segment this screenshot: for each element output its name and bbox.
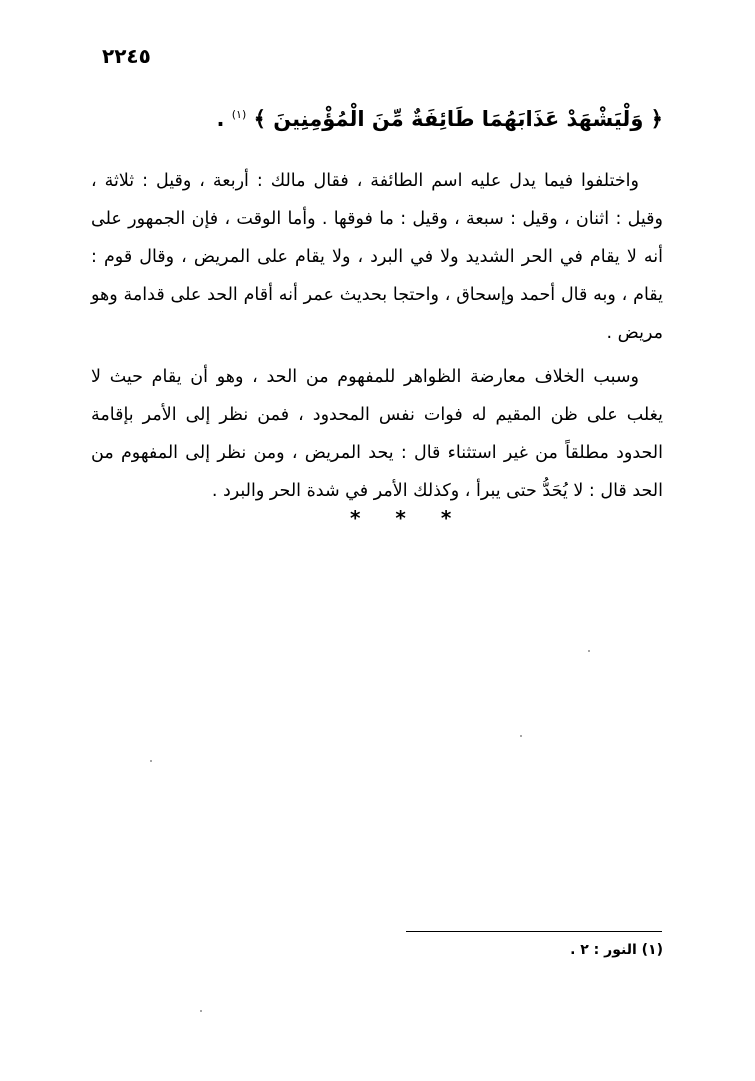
verse-footnote-ref[interactable]: (١) [231, 108, 247, 121]
paragraph-disagreement: واختلفوا فيما يدل عليه اسم الطائفة ، فقال مالك : أربعة ، وقيل : ثلاثة ، وقيل : اثنان ، وقيل : سبعة ، وقيل : ما فوقها . وأما الوقت ، فإن الجمهور على أنه لا يقام في الحر الشديد ولا في البرد ، ولا يقام على المريض ، وقال قوم : يقام ، وبه قال أحمد وإسحاق ، واحتجا بحديث عمر أنه أقام الحد على قدامة وهو مريض . [91, 170, 663, 343]
scan-speck [150, 760, 152, 762]
footnote-divider [406, 931, 662, 932]
scan-speck [200, 1010, 202, 1012]
verse-end: . [216, 107, 225, 131]
page-number: ٢٢٤٥ [102, 44, 151, 68]
paragraph-cause-of-disagreement: وسبب الخلاف معارضة الظواهر للمفهوم من الحد ، وهو أن يقام حيث لا يغلب على ظن المقيم له فوات نفس المحدود ، فمن نظر إلى الأمر بإقامة الحدود مطلقاً من غير استثناء قال : يحد المريض ، ومن نظر إلى المفهوم من الحد قال : لا يُحَدُّ حتى يبرأ ، وكذلك الأمر في شدة الحر والبرد . [91, 366, 663, 501]
footnote: (١) النور : ٢ . [570, 942, 663, 958]
scan-speck [588, 650, 590, 652]
scan-speck [520, 735, 522, 737]
quran-verse [83, 97, 663, 137]
verse-text: ﴿ وَلْيَشْهَدْ عَذَابَهُمَا طَائِفَةٌ مِّنَ الْمُؤْمِنِينَ ﴾ [253, 107, 663, 131]
section-separator: * * * [350, 506, 466, 530]
